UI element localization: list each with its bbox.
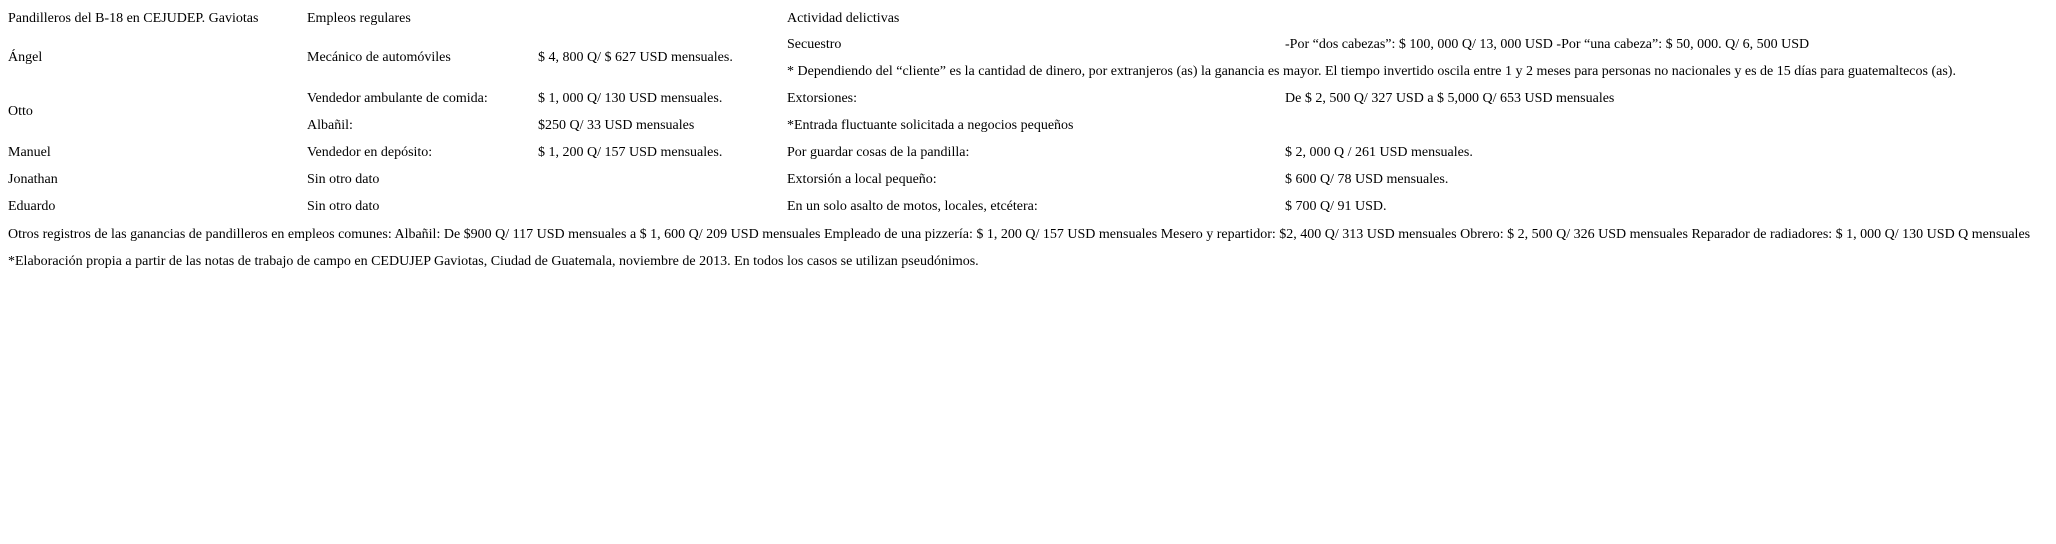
otto-job-1: Vendedor ambulante de comida: [307, 91, 488, 106]
header-members: Pandilleros del B-18 en CEJUDEP. Gaviotas [8, 11, 259, 26]
angel-job-pay: $ 4, 800 Q/ $ 627 USD mensuales. [538, 50, 733, 65]
header-criminal-activity: Actividad delictivas [787, 11, 900, 26]
otto-job-2: Albañil: [307, 118, 353, 133]
angel-activity-pay: -Por “dos cabezas”: $ 100, 000 Q/ 13, 000 USD -Por “una cabeza”: $ 50, 000. Q/ 6, 500 USD [1285, 37, 1810, 52]
otto-activity-pay: De $ 2, 500 Q/ 327 USD a $ 5,000 Q/ 653 USD mensuales [1285, 91, 1615, 106]
member-name-manuel: Manuel [8, 145, 51, 160]
angel-activity: Secuestro [787, 37, 842, 52]
member-name-otto: Otto [8, 104, 33, 119]
eduardo-activity: En un solo asalto de motos, locales, etcétera: [787, 199, 1038, 214]
manuel-activity-pay: $ 2, 000 Q / 261 USD mensuales. [1285, 145, 1473, 160]
member-name-angel: Ángel [8, 50, 43, 65]
source-note: *Elaboración propia a partir de las notas de trabajo de campo en CEDUJEP Gaviotas, Ciudad de Guatemala, noviembre de 2013. En todos los casos se utilizan pseudónimos. [8, 254, 979, 269]
otto-job-1-pay: $ 1, 000 Q/ 130 USD mensuales. [538, 91, 723, 106]
angel-job: Mecánico de automóviles [307, 50, 451, 65]
jonathan-activity: Extorsión a local pequeño: [787, 172, 937, 187]
angel-activity-note: * Dependiendo del “cliente” es la cantidad de dinero, por extranjeros (as) la ganancia es mayor. El tiempo invertido oscila entre 1 y 2 meses para personas no nacionales y es de 15 días para guatemaltecos (as). [787, 64, 1956, 79]
other-records-note: Otros registros de las ganancias de pandilleros en empleos comunes: Albañil: De $900 Q/ 117 USD mensuales a $ 1, 600 Q/ 209 USD mensuales Empleado de una pizzería: $ 1, 200 Q/ 157 USD mensuales Mesero y repartidor: $2, 400 Q/ 313 USD mensuales Obrero: $ 2, 500 Q/ 326 USD mensuales Reparador de radiadores: $ 1, 000 Q/ 130 USD Q mensuales [8, 227, 2031, 242]
otto-job-2-pay: $250 Q/ 33 USD mensuales [538, 118, 695, 133]
otto-activity-note: *Entrada fluctuante solicitada a negocios pequeños [787, 118, 1074, 133]
jonathan-activity-pay: $ 600 Q/ 78 USD mensuales. [1285, 172, 1449, 187]
manuel-job: Vendedor en depósito: [307, 145, 433, 160]
header-regular-jobs: Empleos regulares [307, 11, 411, 26]
otto-activity: Extorsiones: [787, 91, 857, 106]
member-name-jonathan: Jonathan [8, 172, 58, 187]
manuel-job-pay: $ 1, 200 Q/ 157 USD mensuales. [538, 145, 723, 160]
eduardo-job: Sin otro dato [307, 199, 380, 214]
member-name-eduardo: Eduardo [8, 199, 56, 214]
jonathan-job: Sin otro dato [307, 172, 380, 187]
manuel-activity: Por guardar cosas de la pandilla: [787, 145, 970, 160]
eduardo-activity-pay: $ 700 Q/ 91 USD. [1285, 199, 1387, 214]
